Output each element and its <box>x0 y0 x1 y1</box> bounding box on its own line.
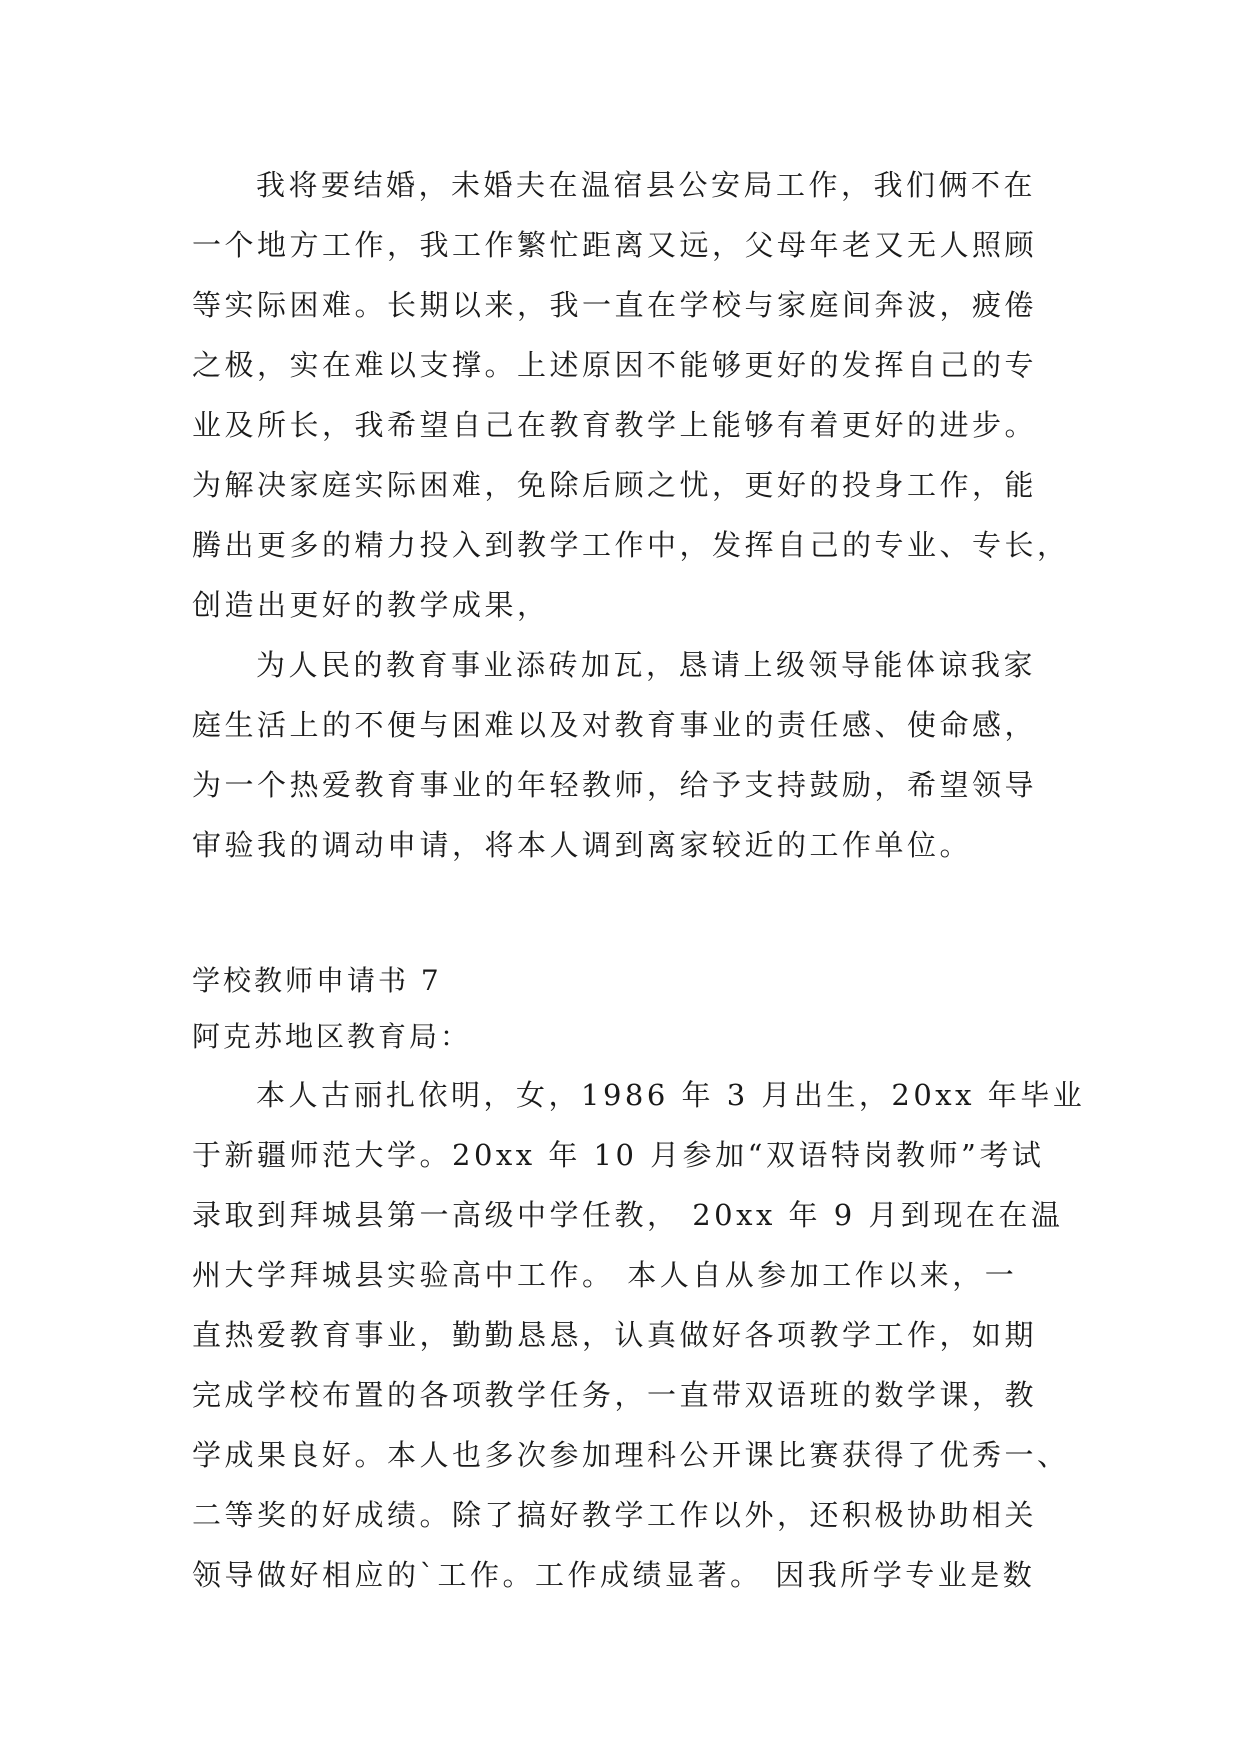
salutation: 阿克苏地区教育局： <box>192 1020 472 1053</box>
text-line: 等实际困难。长期以来，我一直在学校与家庭间奔波，疲倦 <box>192 288 1038 322</box>
text-line: 一个地方工作，我工作繁忙距离又远，父母年老又无人照顾 <box>192 228 1038 262</box>
text-line: 我将要结婚，未婚夫在温宿县公安局工作，我们俩不在 <box>256 168 1037 202</box>
section1-paragraph1 <box>192 155 1070 635</box>
text-line: 为人民的教育事业添砖加瓦，恳请上级领导能体谅我家 <box>256 648 1037 682</box>
text-line: 业及所长，我希望自己在教育教学上能够有着更好的进步。 <box>192 408 1038 442</box>
text-line: 二等奖的好成绩。除了搞好教学工作以外，还积极协助相关 <box>192 1498 1038 1532</box>
text-line: 为一个热爱教育事业的年轻教师，给予支持鼓励，希望领导 <box>192 768 1038 802</box>
text-line: 腾出更多的精力投入到教学工作中，发挥自己的专业、专长， <box>192 528 1070 562</box>
document-page <box>192 155 1086 1605</box>
text-line: 为解决家庭实际困难，免除后顾之忧，更好的投身工作，能 <box>192 468 1038 502</box>
text-line: 领导做好相应的`工作。工作成绩显著。 因我所学专业是数 <box>192 1558 1036 1592</box>
text-line: 完成学校布置的各项教学任务，一直带双语班的数学课，教 <box>192 1378 1038 1412</box>
text-line: 州大学拜城县实验高中工作。 本人自从参加工作以来，一 <box>192 1258 1018 1292</box>
text-line: 审验我的调动申请，将本人调到离家较近的工作单位。 <box>192 828 973 862</box>
section-title: 学校教师申请书 7 <box>192 964 442 997</box>
section-spacer <box>192 875 1062 953</box>
text-line: 录取到拜城县第一高级中学任教， 20xx 年 9 月到现在在温 <box>192 1198 1064 1232</box>
text-line: 之极，实在难以支撑。上述原因不能够更好的发挥自己的专 <box>192 348 1038 382</box>
text-line: 学成果良好。本人也多次参加理科公开课比赛获得了优秀一、 <box>192 1438 1070 1472</box>
text-line: 庭生活上的不便与困难以及对教育事业的责任感、使命感， <box>192 708 1038 742</box>
text-line: 本人古丽扎依明，女，1986 年 3 月出生，20xx 年毕业 <box>256 1078 1086 1112</box>
text-line: 直热爱教育事业，勤勤恳恳，认真做好各项教学工作，如期 <box>192 1318 1038 1352</box>
text-line: 于新疆师范大学。20xx 年 10 月参加“双语特岗教师”考试 <box>192 1138 1045 1172</box>
section1-paragraph2 <box>192 635 1062 875</box>
section2-paragraph1 <box>192 1065 1086 1605</box>
text-line: 创造出更好的教学成果， <box>192 588 550 622</box>
